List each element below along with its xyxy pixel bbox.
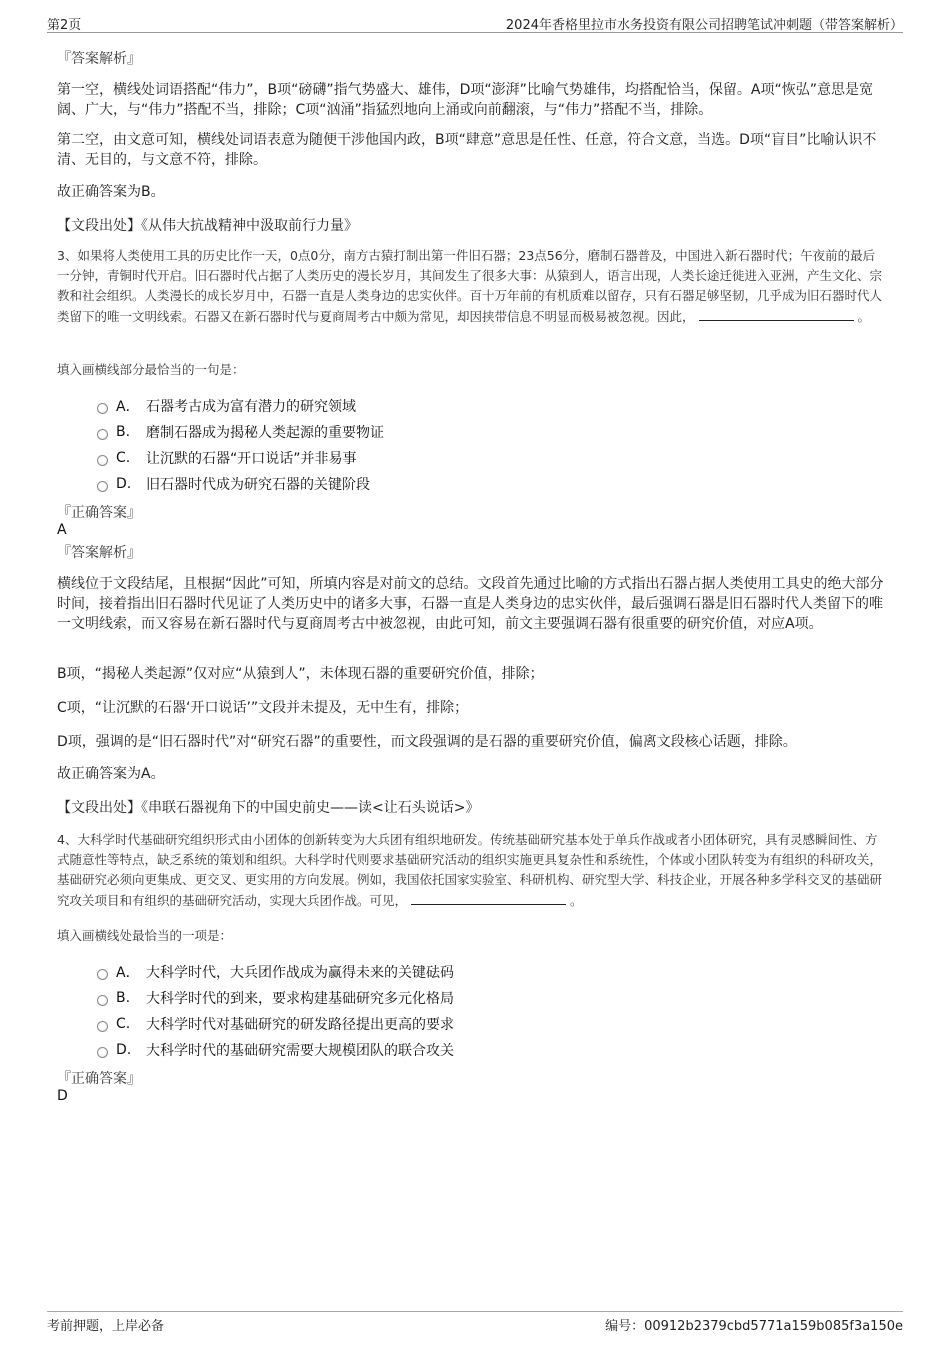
correct-answer-value: A xyxy=(57,522,67,538)
correct-answer-label: 『正确答案』 xyxy=(57,505,141,521)
answer-analysis-label: 『答案解析』 xyxy=(57,51,141,67)
page-footer xyxy=(47,1311,903,1334)
analysis-paragraph: 第二空，由文意可知，横线处词语表意为随便干涉他国内政，B项“肆意”意思是任性、任意，符合文意，当选。D项“盲目”比喻认识不清、无目的，与文意不符，排除。 xyxy=(57,132,877,168)
fill-blank xyxy=(411,890,566,905)
fill-blank xyxy=(699,306,854,321)
question-stem: 4、大科学时代基础研究组织形式由小团体的创新转变为大兵团有组织地研发。传统基础研究基本处于单兵作战或者小团体研究，具有灵感瞬间性、方式随意性等特点，缺乏系统的策划和组织。大科学时代则要求基础研究活动的组织实施更具复杂性和系统性，个体或小团队转变为有组织的科研攻关，基础研究必须向更集成、更交叉、更实用的方向发展。例如，我国依托国家实验室、科研机构、研究型大学、科技企业，开展各种多学科交叉的基础研究攻关项目和有组织的基础研究活动，实现大兵团作战。可见， 。 xyxy=(57,832,883,908)
document-serial: 编号：00912b2379cbd5771a159b085f3a150e xyxy=(605,1319,903,1334)
analysis-paragraph: D项，强调的是“旧石器时代”对“研究石器”的重要性，而文段强调的是石器的重要研究价值，偏离文段核心话题，排除。 xyxy=(57,734,797,750)
radio-icon[interactable] xyxy=(97,403,108,414)
analysis-paragraph: B项，“揭秘人类起源”仅对应“从猿到人”，未体现石器的重要研究价值，排除； xyxy=(57,666,544,682)
option-b[interactable]: B. 大科学时代的到来，要求构建基础研究多元化格局 xyxy=(97,988,454,1008)
radio-icon[interactable] xyxy=(97,1047,108,1058)
option-d[interactable]: D. 大科学时代的基础研究需要大规模团队的联合攻关 xyxy=(97,1040,454,1060)
footer-slogan: 考前押题，上岸必备 xyxy=(47,1319,165,1334)
option-a[interactable]: A． 石器考古成为富有潜力的研究领域 xyxy=(97,396,356,416)
question-prompt: 填入画横线部分最恰当的一句是： xyxy=(57,362,245,377)
option-a[interactable]: A． 大科学时代，大兵团作战成为赢得未来的关键砝码 xyxy=(97,962,454,982)
option-b[interactable]: B. 磨制石器成为揭秘人类起源的重要物证 xyxy=(97,422,384,442)
passage-source: 【文段出处】《串联石器视角下的中国史前史——读<让石头说话>》 xyxy=(57,800,480,816)
analysis-paragraph: 横线位于文段结尾，且根据“因此”可知，所填内容是对前文的总结。文段首先通过比喻的方式指出石器占据人类使用工具史的绝大部分时间，接着指出旧石器时代见证了人类历史中的诸多大事，石器一直是人类身边的忠实伙伴，最后强调石器是旧石器时代人类留下的唯一文明线索，而又容易在新石器时代与夏商周考古中被忽视，由此可知，前文主要强调石器有很重要的研究价值，对应A项。 xyxy=(57,576,884,632)
page-number: 第2页 xyxy=(47,18,82,33)
question-stem: 3、如果将人类使用工具的历史比作一天，0点0分，南方古猿打制出第一件旧石器；23点56分，磨制石器普及，中国进入新石器时代；午夜前的最后一分钟，青铜时代开启。旧石器时代占据了人类历史的漫长岁月，其间发生了很多大事：从猿到人，语言出现，人类长途迁徙进入亚洲，产生文化、宗教和社会组织。人类漫长的成长岁月中，石器一直是人类身边的忠实伙伴。百十万年前的有机质难以留存，只有石器足够坚韧，几乎成为旧石器时代人类留下的唯一文明线索。石器又在新石器时代与夏商周考古中颇为常见，却因挟带信息不明显而极易被忽视。因此， 。 xyxy=(57,248,883,324)
answer-analysis-label: 『答案解析』 xyxy=(57,545,141,561)
page-header xyxy=(47,12,903,33)
option-c[interactable]: C. 大科学时代对基础研究的研发路径提出更高的要求 xyxy=(97,1014,454,1034)
option-c[interactable]: C. 让沉默的石器“开口说话”并非易事 xyxy=(97,448,357,468)
question-prompt: 填入画横线处最恰当的一项是： xyxy=(57,928,233,943)
document-title: 2024年香格里拉市水务投资有限公司招聘笔试冲刺题（带答案解析） xyxy=(505,18,903,33)
radio-icon[interactable] xyxy=(97,429,108,440)
radio-icon[interactable] xyxy=(97,969,108,980)
correct-answer-label: 『正确答案』 xyxy=(57,1071,141,1087)
radio-icon[interactable] xyxy=(97,481,108,492)
analysis-conclusion: 故正确答案为B。 xyxy=(57,184,165,200)
analysis-paragraph: 第一空，横线处词语搭配“伟力”，B项“磅礴”指气势盛大、雄伟，D项“澎湃”比喻气势雄伟，均搭配恰当，保留。A项“恢弘”意思是宽阔、广大，与“伟力”搭配不当，排除；C项“汹涌”指猛烈地向上涌或向前翻滚，与“伟力”搭配不当，排除。 xyxy=(57,82,873,118)
analysis-paragraph: C项，“让沉默的石器‘开口说话’”文段并未提及，无中生有，排除； xyxy=(57,700,469,716)
radio-icon[interactable] xyxy=(97,455,108,466)
analysis-conclusion: 故正确答案为A。 xyxy=(57,766,165,782)
passage-source: 【文段出处】《从伟大抗战精神中汲取前行力量》 xyxy=(57,218,358,234)
option-d[interactable]: D. 旧石器时代成为研究石器的关键阶段 xyxy=(97,474,370,494)
correct-answer-value: D xyxy=(57,1088,68,1104)
radio-icon[interactable] xyxy=(97,1021,108,1032)
radio-icon[interactable] xyxy=(97,995,108,1006)
